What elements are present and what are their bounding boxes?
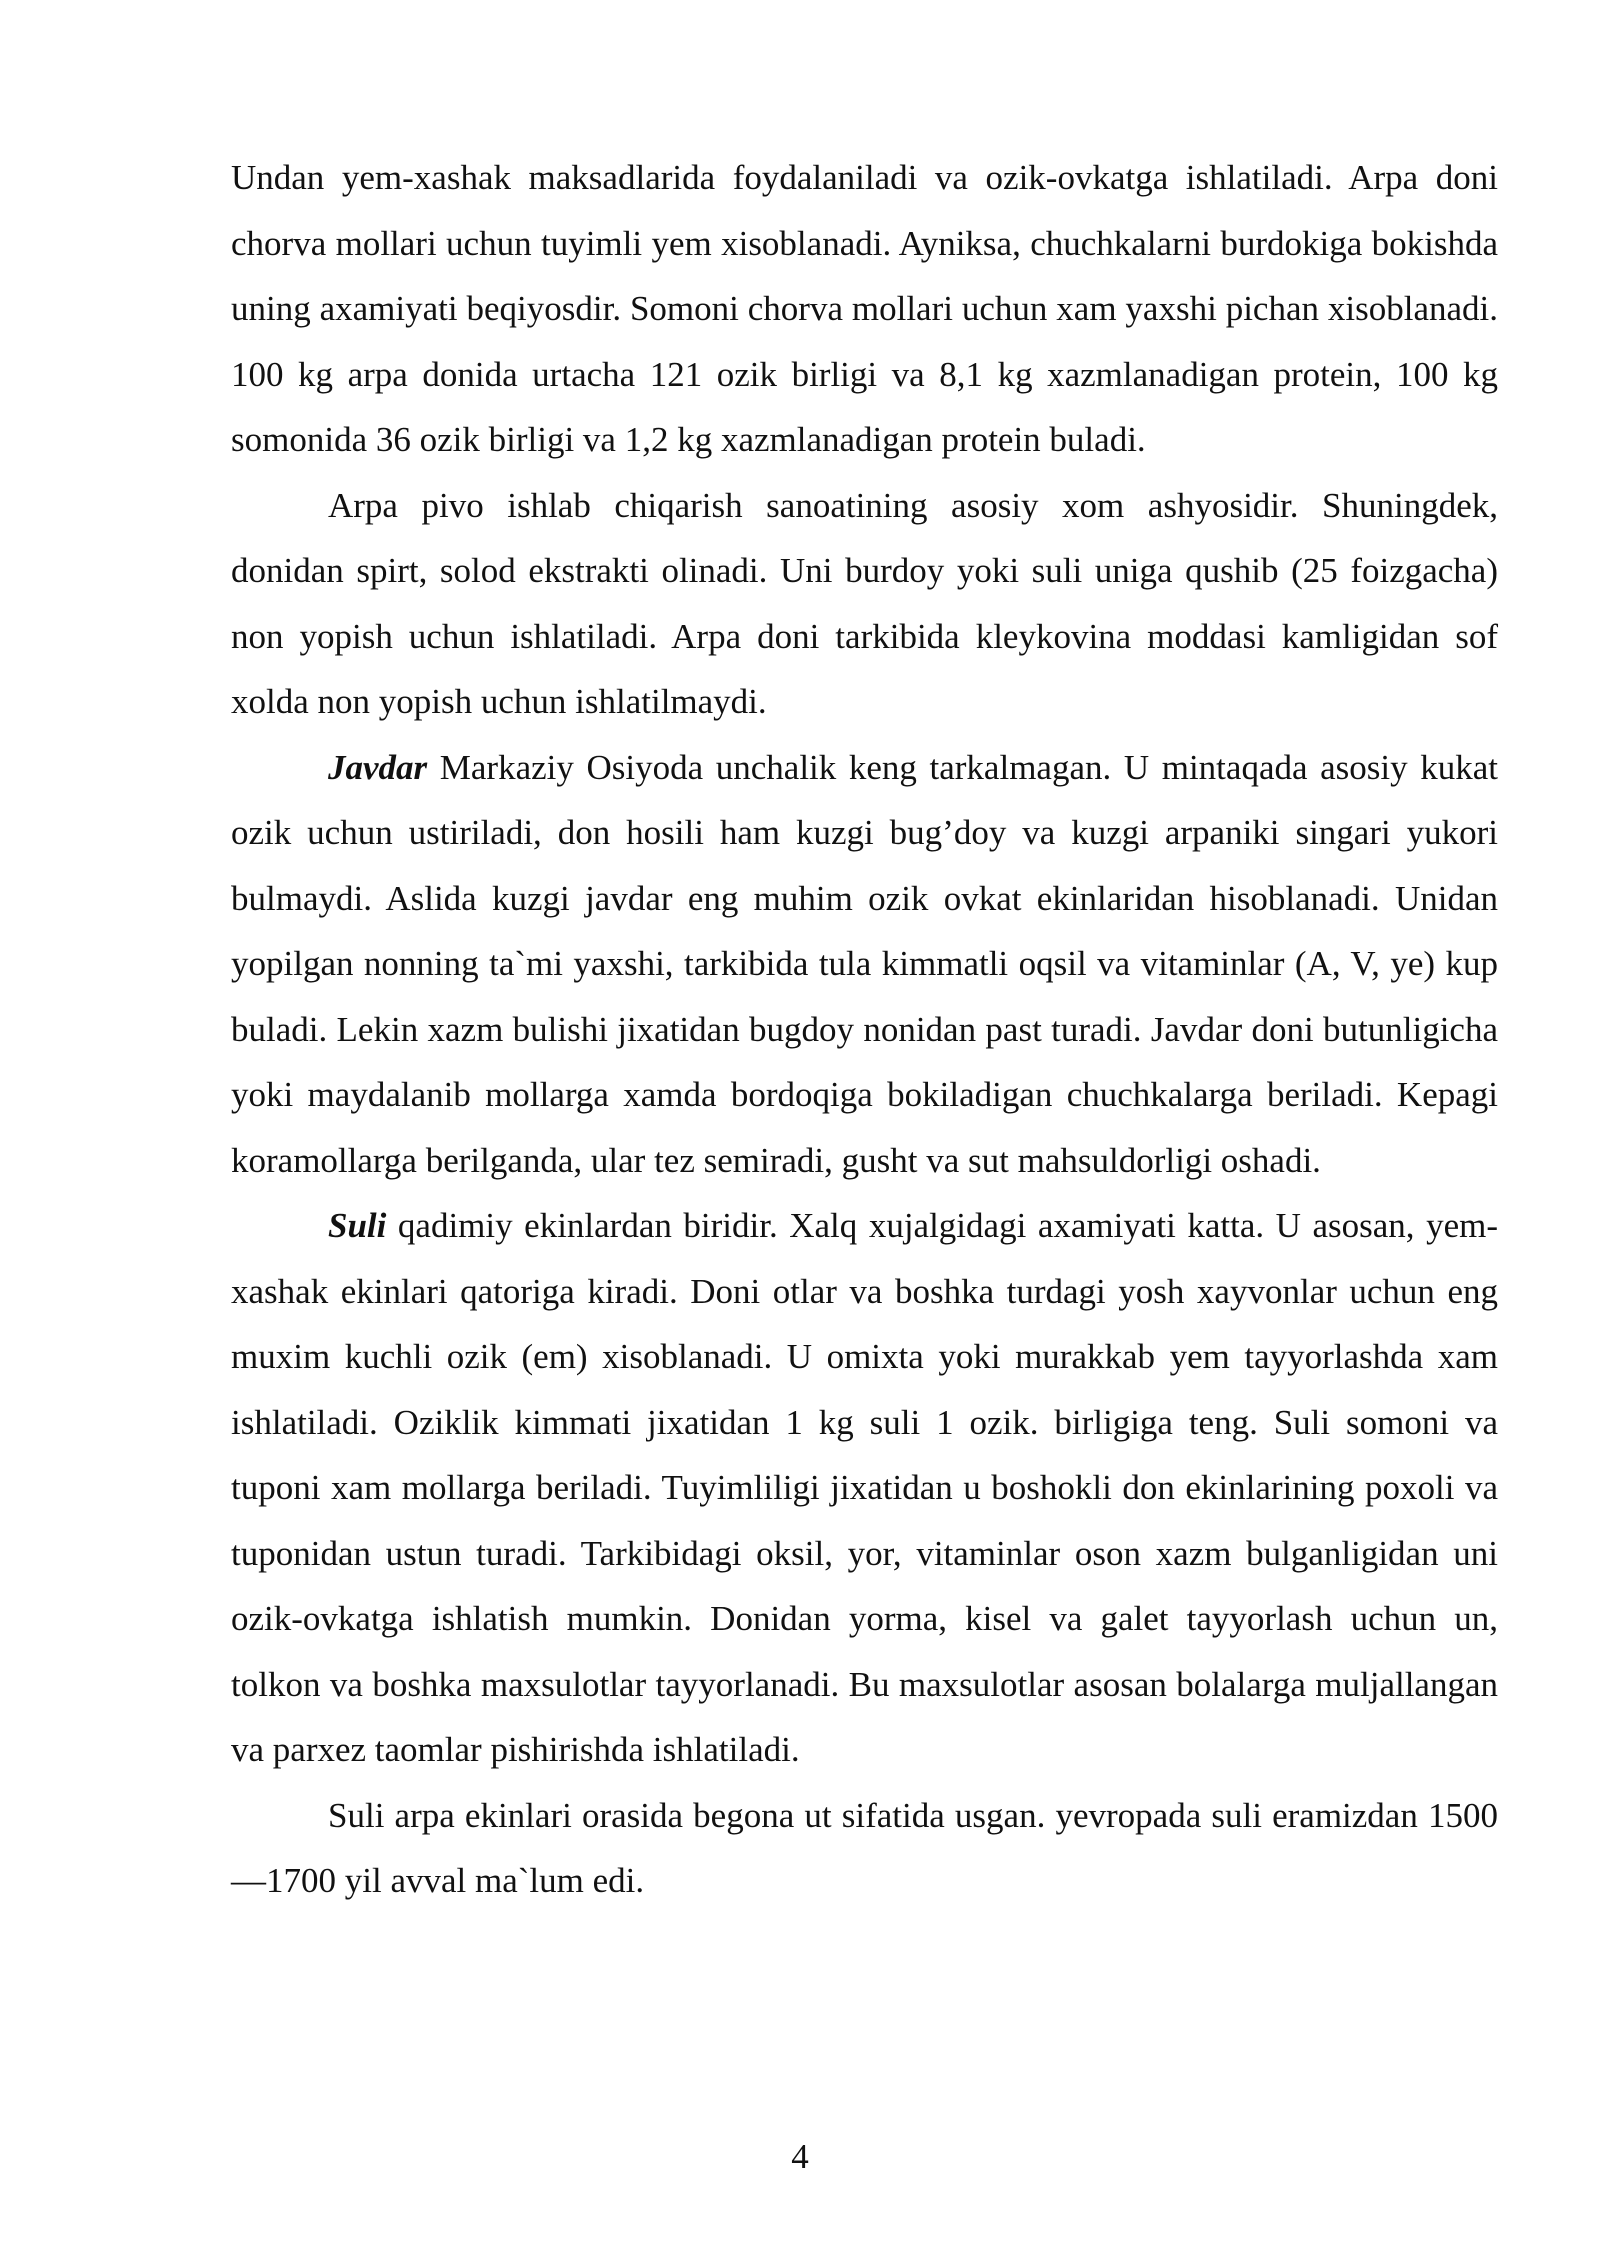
paragraph-rye bbox=[231, 735, 1498, 1194]
paragraph-oats bbox=[231, 1193, 1498, 1783]
term-oats: Suli bbox=[328, 1206, 387, 1245]
body-text bbox=[231, 145, 1498, 1914]
paragraph-text: qadimiy ekinlardan biridir. Xalq xujalgidagi axamiyati katta. U asosan, yem-xashak ekinlari qatoriga kiradi. Doni otlar va boshka turdagi yosh xayvonlar uchun eng muxim kuchli ozik (em) xisoblanadi. U omixta yoki murakkab yem tayyorlashda xam ishlatiladi. Oziklik kimmati jixatidan 1 kg suli 1 ozik. birligiga teng. Suli somoni va tuponi xam mollarga beriladi. Tuyimliligi jixatidan u boshokli don ekinlarining poxoli va tuponidan ustun turadi. Tarkibidagi oksil, yor, vitaminlar oson xazm bulganligidan uni ozik-ovkatga ishlatish mumkin. Donidan yorma, kisel va galet tayyorlash uchun un, tolkon va boshka maxsulotlar tayyorlanadi. Bu maxsulotlar asosan bolalarga muljallangan va parxez taomlar pishirishda ishlatiladi. bbox=[231, 1206, 1498, 1769]
paragraph-text: Markaziy Osiyoda unchalik keng tarkalmagan. U mintaqada asosiy kukat ozik uchun ustiriladi, don hosili ham kuzgi bug’doy va kuzgi arpaniki singari yukori bulmaydi. Aslida kuzgi javdar eng muhim ozik ovkat ekinlaridan hisoblanadi. Unidan yopilgan nonning ta`mi yaxshi, tarkibida tula kimmatli oqsil va vitaminlar (A, V, ye) kup buladi. Lekin xazm bulishi jixatidan bugdoy nonidan past turadi. Javdar doni butunligicha yoki maydalanib mollarga xamda bordoqiga bokiladigan chuchkalarga beriladi. Kepagi koramollarga berilganda, ular tez semiradi, gusht va sut mahsuldorligi oshadi. bbox=[231, 747, 1498, 1180]
term-rye: Javdar bbox=[328, 747, 428, 787]
paragraph-text: Undan yem-xashak maksadlarida foydalaniladi va ozik-ovkatga ishlatiladi. Arpa doni chorva mollari uchun tuyimli yem xisoblanadi. Ayniksa, chuchkalarni burdokiga bokishda uning axamiyati beqiyosdir. Somoni chorva mollari uchun xam yaxshi pichan xisoblanadi. 100 kg arpa donida urtacha 121 ozik birligi va 8,1 kg xazmlanadigan protein, 100 kg somonida 36 ozik birligi va 1,2 kg xazmlanadigan protein buladi. bbox=[231, 158, 1498, 459]
paragraph-text: Suli arpa ekinlari orasida begona ut sifatida usgan. yevropada suli eramizdan 1500—1700 yil avval ma`lum edi. bbox=[231, 1795, 1498, 1900]
paragraph-barley-industry bbox=[231, 473, 1498, 735]
page-number: 4 bbox=[791, 2137, 809, 2176]
paragraph-barley-uses bbox=[231, 145, 1498, 473]
paragraph-text: Arpa pivo ishlab chiqarish sanoatining asosiy xom ashyosidir. Shuningdek, donidan spirt, solod ekstrakti olinadi. Uni burdoy yoki suli uniga qushib (25 foizgacha) non yopish uchun ishlatiladi. Arpa doni tarkibida kleykovina moddasi kamligidan sof xolda non yopish uchun ishlatilmaydi. bbox=[231, 485, 1498, 721]
paragraph-oats-history bbox=[231, 1783, 1498, 1914]
